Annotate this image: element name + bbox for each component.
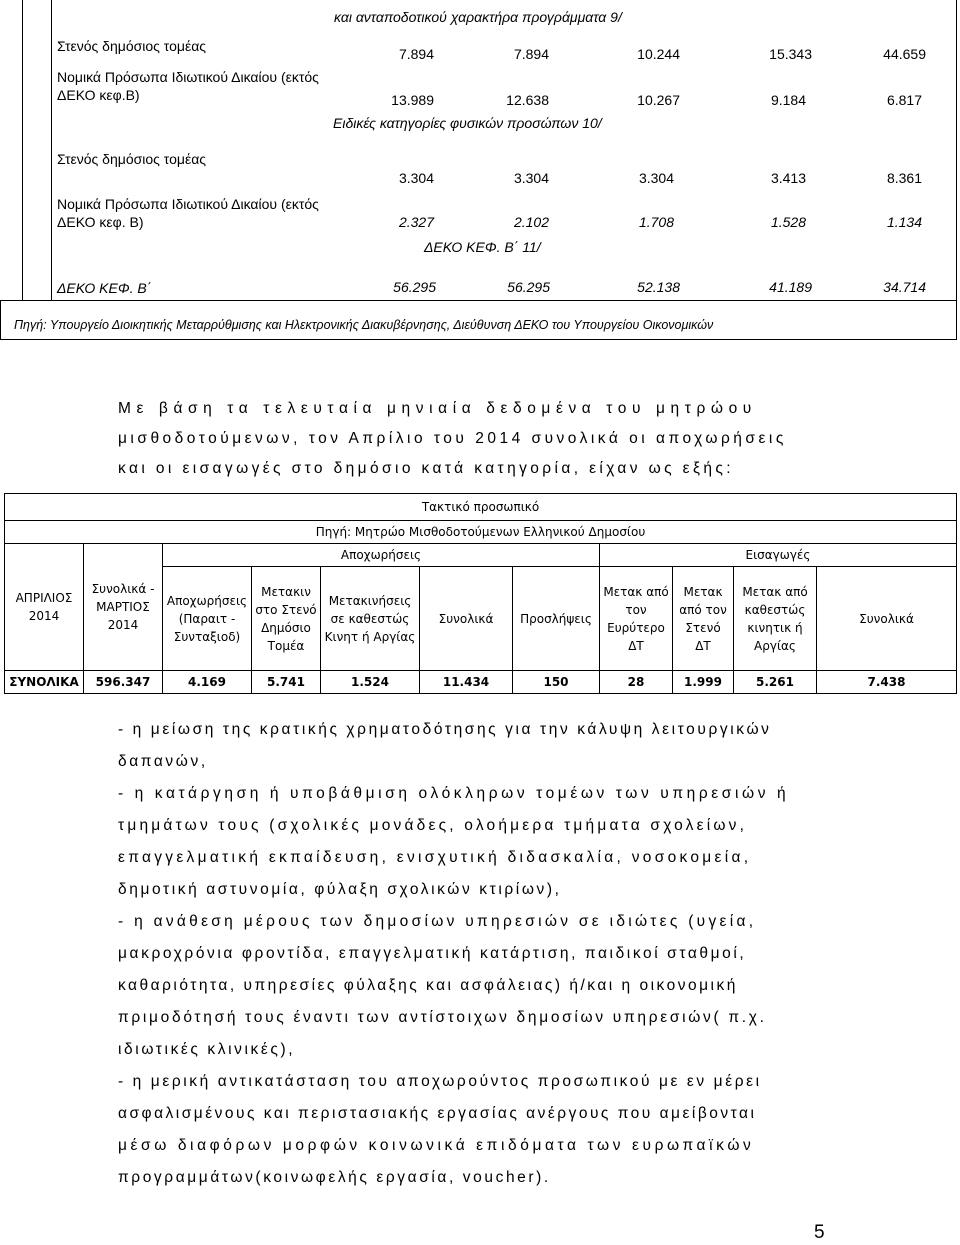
page-number: 5	[814, 1222, 825, 1243]
body-line: ιδιωτικές κλινικές),	[118, 1041, 296, 1058]
cell: 1.134	[886, 214, 922, 230]
table-2-source: Πηγή: Μητρώο Μισθοδοτούμενων Ελληνικού Δημοσίου	[5, 521, 957, 544]
table-1-source-note: Πηγή: Υπουργείο Διοικητικής Μεταρρύθμισης και Ηλεκτρονικής Διακυβέρνησης, Διεύθυνση ΔΕΚΟ του Υπουργείου Οικονομικών	[14, 318, 714, 332]
group-header-entries: Εισαγωγές	[600, 544, 957, 567]
table-1-source-left-border	[0, 300, 1, 340]
header-transfer-mobility: Μετακινήσεις σε καθεστώς Κινητ ή Αργίας	[321, 567, 420, 671]
cell: 3.304	[513, 170, 549, 186]
cell: 10.267	[637, 92, 680, 108]
row-label-deko: ΔΕΚΟ ΚΕΦ. Β΄	[57, 280, 152, 296]
body-line: μέσω διαφόρων μορφών κοινωνικά επιδόματα των ευρωπαϊκών	[118, 1137, 755, 1154]
cell: 9.184	[770, 92, 806, 108]
cell: 6.817	[886, 92, 922, 108]
cell: 3.413	[770, 170, 806, 186]
header-transfer-from-mobility: Μετακ από καθεστώς κινητικ ή Αργίας	[734, 567, 817, 671]
cell: 1.708	[638, 214, 674, 230]
intro-paragraph	[118, 394, 838, 484]
cell: 56.295	[507, 279, 550, 295]
section-caption-programs: και ανταποδοτικού χαρακτήρα προγράμματα 9/	[334, 9, 622, 25]
cell: 2.327	[398, 214, 434, 230]
row-label-legal-entities-a: Νομικά Πρόσωπα Ιδιωτικού Δικαίου (εκτός ΔΕΚΟ κεφ.Β)	[57, 69, 319, 103]
table-1-bottom-border	[0, 339, 957, 340]
header-hires: Προσλήψεις	[513, 567, 600, 671]
section-caption-deko: ΔΕΚΟ ΚΕΦ. Β΄ 11/	[424, 239, 541, 255]
cell: 5.261	[734, 671, 817, 694]
table-1-col-divider	[51, 0, 52, 300]
header-transfer-narrow-public: Μετακιν στο Στενό Δημόσιο Τομέα	[252, 567, 321, 671]
table-1-left-border	[22, 0, 23, 300]
cell: 8.361	[886, 170, 922, 186]
table-1	[0, 0, 960, 340]
intro-line: και οι εισαγωγές στο δημόσιο κατά κατηγορία, είχαν ως εξής:	[118, 460, 734, 477]
body-line: δαπανών,	[118, 753, 208, 770]
cell: 52.138	[637, 279, 680, 295]
cell: 7.438	[817, 671, 957, 694]
table-2-regular-staff	[4, 493, 957, 694]
header-exits-retirement: Αποχωρήσεις (Παραιτ - Συνταξιοδ)	[163, 567, 252, 671]
cell: 1.999	[673, 671, 734, 694]
header-exits-total: Συνολικά	[420, 567, 513, 671]
body-line: - η μερική αντικατάσταση του αποχωρούντος προσωπικού με εν μέρει	[118, 1073, 762, 1090]
body-line: πριμοδότησή τους έναντι των αντίστοιχων δημοσίων υπηρεσιών( π.χ.	[118, 1009, 767, 1026]
table-1-source-top-border	[0, 300, 957, 301]
cell: 1.524	[321, 671, 420, 694]
row-label-narrow-public-b: Στενός δημόσιος τομέας	[57, 151, 207, 167]
body-line: επαγγελματική εκπαίδευση, ενισχυτική διδασκαλία, νοσοκομεία,	[118, 849, 752, 866]
body-line: ασφαλισμένους και περιστασιακής εργασίας ανέργους που αμείβονται	[118, 1105, 757, 1122]
cell: 15.343	[769, 46, 812, 62]
body-line: καθαριότητα, υπηρεσίες φύλαξης και ασφάλειας) ή/και η οικονομική	[118, 977, 738, 994]
cell: 150	[513, 671, 600, 694]
row-label-legal-entities-b: Νομικά Πρόσωπα Ιδιωτικού Δικαίου (εκτός ΔΕΚΟ κεφ. Β)	[57, 196, 319, 230]
section-caption-special-categories: Ειδικές κατηγορίες φυσικών προσώπων 10/	[333, 115, 602, 131]
cell: 28	[600, 671, 673, 694]
body-line: δημοτική αστυνομία, φύλαξη σχολικών κτιρίων),	[118, 881, 562, 898]
header-transfer-from-broader: Μετακ από τον Ευρύτερο ΔΤ	[600, 567, 673, 671]
header-entries-total: Συνολικά	[817, 567, 957, 671]
cell: 56.295	[393, 279, 436, 295]
intro-line: Με βάση τα τελευταία μηνιαία δεδομένα του μητρώου	[118, 400, 757, 417]
cell: 2.102	[513, 214, 549, 230]
table-2-title: Τακτικό προσωπικό	[5, 494, 957, 521]
cell: 11.434	[420, 671, 513, 694]
cell: 10.244	[637, 46, 680, 62]
cell: ΣΥΝΟΛΙΚΑ	[5, 671, 84, 694]
body-line: - η ανάθεση μέρους των δημοσίων υπηρεσιών σε ιδιώτες (υγεία,	[118, 913, 757, 930]
cell: 7.894	[513, 46, 549, 62]
cell: 34.714	[883, 279, 926, 295]
table-row-totals	[5, 671, 957, 694]
cell: 1.528	[770, 214, 806, 230]
header-transfer-from-narrow: Μετακ από τον Στενό ΔΤ	[673, 567, 734, 671]
cell: 13.989	[391, 92, 434, 108]
body-line: - η μείωση της κρατικής χρηματοδότησης για την κάλυψη λειτουργικών	[118, 721, 772, 738]
body-line: μακροχρόνια φροντίδα, επαγγελματική κατάρτιση, παιδικοί σταθμοί,	[118, 945, 747, 962]
cell: 4.169	[163, 671, 252, 694]
cell: 3.304	[638, 170, 674, 186]
cell: 44.659	[883, 46, 926, 62]
header-total-march-2014: Συνολικά - ΜΑΡΤΙΟΣ 2014	[84, 544, 163, 671]
cell: 5.741	[252, 671, 321, 694]
row-label-narrow-public-a: Στενός δημόσιος τομέας	[57, 38, 207, 54]
group-header-exits: Αποχωρήσεις	[163, 544, 600, 567]
body-line: τμημάτων τους (σχολικές μονάδες, ολοήμερα τμήματα σχολείων,	[118, 817, 748, 834]
cell: 12.638	[506, 92, 549, 108]
cell: 41.189	[769, 279, 812, 295]
body-line: - η κατάργηση ή υποβάθμιση ολόκληρων τομέων των υπηρεσιών ή	[118, 785, 790, 802]
cell: 7.894	[398, 46, 434, 62]
intro-line: μισθοδοτούμενων, τον Απρίλιο του 2014 συνολικά οι αποχωρήσεις	[118, 430, 787, 447]
body-text	[118, 714, 833, 1194]
cell: 3.304	[398, 170, 434, 186]
body-line: προγραμμάτων(κοινωφελής εργασία, voucher).	[118, 1169, 551, 1186]
table-1-right-border	[956, 0, 957, 340]
header-april-2014: ΑΠΡΙΛΙΟΣ 2014	[5, 544, 84, 671]
cell: 596.347	[84, 671, 163, 694]
